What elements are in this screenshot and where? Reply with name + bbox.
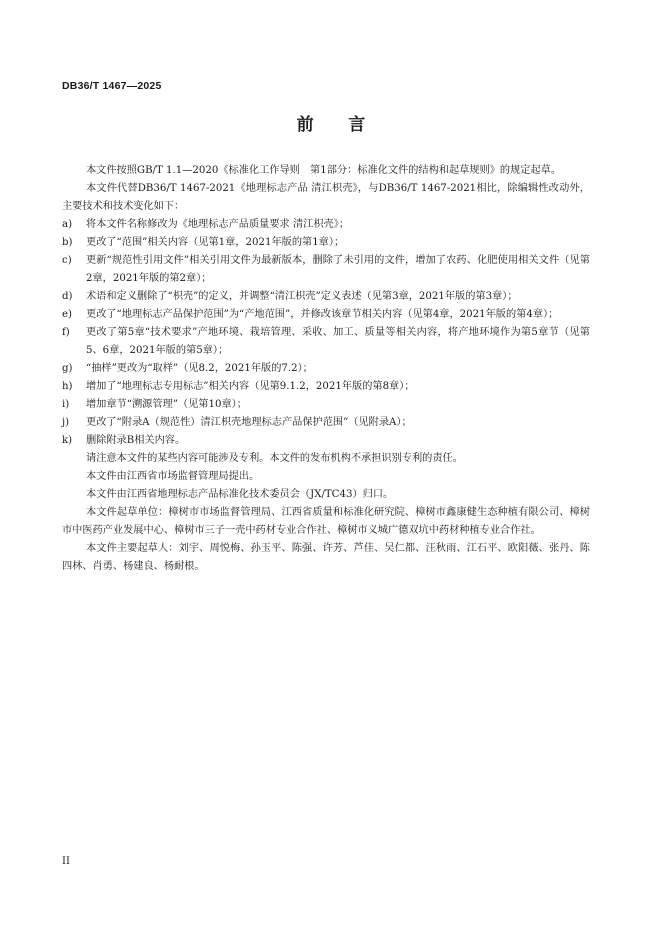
page-number: II [62,856,70,867]
change-item [62,306,590,324]
document-number: DB36/T 1467—2025 [62,80,162,92]
change-item-mark: e) [62,309,73,320]
drafters: 本文件主要起草人：刘宇、周悦梅、孙玉平、陈强、许芳、芦佳、吴仁都、汪秋雨、江石平、欧阳薇、张丹、陈四林、肖勇、杨建良、杨耐根。 [62,543,590,572]
change-item-mark: i) [62,399,70,410]
intro-paragraph: 本文件代替DB36/T 1467-2021《地理标志产品 清江枳壳》，与DB36/T 1467-2021相比，除编辑性改动外，主要技术和技术变化如下： [62,183,590,212]
intro-paragraph: 本文件按照GB/T 1.1—2020《标准化工作导则 第1部分：标准化文件的结构和起草规则》的规定起草。 [86,165,562,176]
change-item-text: 更新“规范性引用文件”相关引用文件为最新版本，删除了未引用的文件，增加了农药、化肥使用相关文件（见第2章，2021年版的第2章）； [86,255,590,284]
change-item-mark: d) [62,291,73,302]
change-item-mark: c) [62,255,72,266]
change-item-text: “抽样”更改为“取样”（见8.2，2021年版的7.2）； [86,363,313,374]
document-body [62,162,590,576]
change-item-text: 增加章节“溯源管理”（见第10章）； [86,399,247,410]
change-item-mark: a) [62,219,73,230]
change-item [62,396,590,414]
change-item-text: 更改了第5章“技术要求”产地环境、栽培管理、采收、加工、质量等相关内容，将产地环境作为第5章节（见第5、6章，2021年版的第5章）； [86,327,590,356]
change-item [62,432,590,450]
change-item-mark: j) [62,417,70,428]
change-item-mark: f) [62,327,70,338]
proposer-statement: 本文件由江西省市场监督管理局提出。 [86,471,260,482]
drafting-units: 本文件起草单位：樟树市市场监督管理局、江西省质量和标准化研究院、樟树市鑫康健生态种植有限公司、樟树市中医药产业发展中心、樟树市三子一壳中药材专业合作社、樟树市义城广德双坑中药材种植专业合作社。 [62,507,590,536]
change-item-mark: k) [62,435,73,446]
change-item [62,324,590,360]
change-item [62,252,590,288]
change-item [62,414,590,432]
change-item [62,360,590,378]
change-item-text: 术语和定义删除了“枳壳”的定义，并调整“清江枳壳”定义表述（见第3章，2021年版的第3章）； [86,291,518,302]
change-item [62,234,590,252]
change-item-text: 增加了“地理标志专用标志”相关内容（见第9.1.2，2021年版的第8章）； [86,381,415,392]
change-item-text: 更改了“地理标志产品保护范围”为“产地范围”，并修改该章节相关内容（见第4章，2021年版的第4章）； [86,309,559,320]
change-item [62,378,590,396]
change-item-mark: g) [62,363,73,374]
change-item [62,216,590,234]
change-item [62,288,590,306]
committee-statement: 本文件由江西省地理标志产品标准化技术委员会（JX/TC43）归口。 [86,489,394,500]
page-title: 前 言 [296,115,366,135]
change-item-text: 将本文件名称修改为《地理标志产品质量要求 清江枳壳》； [86,219,350,230]
patent-notice: 请注意本文件的某些内容可能涉及专利。本文件的发布机构不承担识别专利的责任。 [86,453,463,464]
change-item-text: 更改了“范围”相关内容（见第1章，2021年版的第1章）； [86,237,345,248]
change-item-text: 更改了“附录A（规范性）清江枳壳地理标志产品保护范围”（见附录A）； [86,417,412,428]
change-item-mark: h) [62,381,73,392]
change-item-text: 删除附录B相关内容。 [86,435,186,446]
change-item-mark: b) [62,237,73,248]
